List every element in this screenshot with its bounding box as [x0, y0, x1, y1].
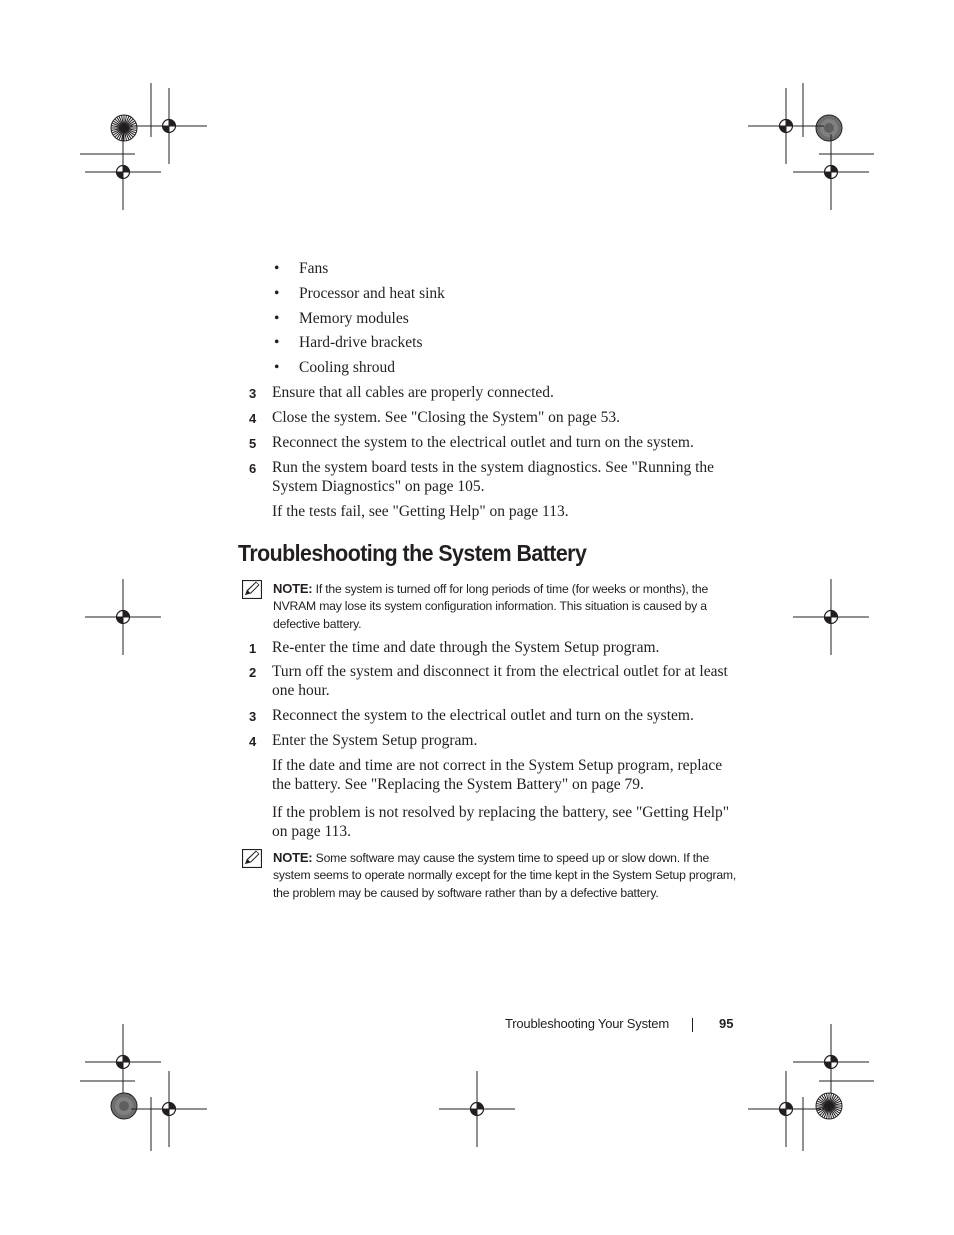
- registration-crosshair-icon: [131, 88, 207, 164]
- step-text: Reconnect the system to the electrical outlet and turn on the system.: [272, 707, 694, 724]
- note-pencil-icon: [242, 849, 262, 873]
- note-block: [242, 849, 742, 902]
- printer-starburst-icon: [111, 115, 137, 141]
- step-6: [249, 458, 739, 496]
- page-footer: [0, 1016, 954, 1036]
- list-item: • Memory modules: [272, 309, 445, 334]
- registration-crosshair-icon: [439, 1071, 515, 1147]
- registration-crosshair-icon: [748, 1071, 824, 1147]
- step-number: 3: [249, 709, 257, 724]
- battery-step-2: [249, 662, 739, 700]
- printer-density-circle-icon: [816, 115, 842, 141]
- registration-crosshair-icon: [85, 134, 161, 210]
- list-item: • Fans: [272, 259, 445, 284]
- step-text: Reconnect the system to the electrical outlet and turn on the system.: [272, 434, 694, 451]
- note-text: Some software may cause the system time to speed up or slow down. If the system seems to operate normally except for the time kept in the System Setup program, the problem may be caused by software rather than by a defective battery.: [273, 851, 737, 900]
- step-number: 1: [249, 641, 257, 656]
- registration-crosshair-icon: [793, 134, 869, 210]
- registration-crosshair-icon: [85, 579, 161, 655]
- registration-crosshair-icon: [748, 88, 824, 164]
- note-label: NOTE:: [273, 581, 313, 596]
- battery-step-3: [249, 706, 739, 725]
- not-resolved-paragraph: If the problem is not resolved by replacing the battery, see "Getting Help" on page 113.: [272, 804, 730, 840]
- tests-fail-paragraph: If the tests fail, see "Getting Help" on page 113.: [272, 503, 569, 520]
- step-number: 5: [249, 436, 257, 451]
- note-pencil-icon: [242, 580, 262, 604]
- step-5: [249, 433, 739, 452]
- step-number: 3: [249, 386, 257, 401]
- printer-starburst-icon: [816, 1093, 842, 1119]
- battery-step-1: [249, 638, 739, 657]
- step-text: Close the system. See "Closing the System" on page 53.: [272, 409, 621, 426]
- page-number: 95: [719, 1016, 734, 1031]
- footer-divider: [692, 1018, 693, 1032]
- step-3: [249, 383, 739, 402]
- date-time-paragraph: If the date and time are not correct in the System Setup program, replace the battery. See "Replacing the System Battery" on page 79.: [272, 757, 723, 793]
- note-text: If the system is turned off for long periods of time (for weeks or months), the NVRAM may lose its system configuration information. This situation is caused by a defective battery.: [273, 582, 709, 631]
- step-text: Turn off the system and disconnect it from the electrical outlet for at least one hour.: [272, 663, 728, 699]
- component-bullet-list: [272, 259, 445, 383]
- footer-section-title: Troubleshooting Your System: [505, 1016, 669, 1031]
- registration-crosshair-icon: [131, 1071, 207, 1147]
- step-text: Re-enter the time and date through the System Setup program.: [272, 639, 660, 656]
- section-heading: Troubleshooting the System Battery: [238, 540, 587, 566]
- battery-step-4: [249, 731, 739, 750]
- step-number: 2: [249, 665, 257, 680]
- registration-crosshair-icon: [793, 579, 869, 655]
- note-block: [242, 580, 742, 633]
- printer-density-circle-icon: [111, 1093, 137, 1119]
- step-number: 6: [249, 461, 257, 476]
- note-label: NOTE:: [273, 850, 313, 865]
- step-number: 4: [249, 734, 257, 749]
- list-item: • Processor and heat sink: [272, 284, 445, 309]
- step-text: Enter the System Setup program.: [272, 732, 478, 749]
- list-item: • Hard-drive brackets: [272, 333, 445, 358]
- step-text: Run the system board tests in the system diagnostics. See "Running the System Diagnostics" on page 105.: [272, 459, 715, 495]
- step-number: 4: [249, 411, 257, 426]
- list-item: • Cooling shroud: [272, 358, 445, 383]
- step-4: [249, 408, 739, 427]
- step-text: Ensure that all cables are properly connected.: [272, 384, 554, 401]
